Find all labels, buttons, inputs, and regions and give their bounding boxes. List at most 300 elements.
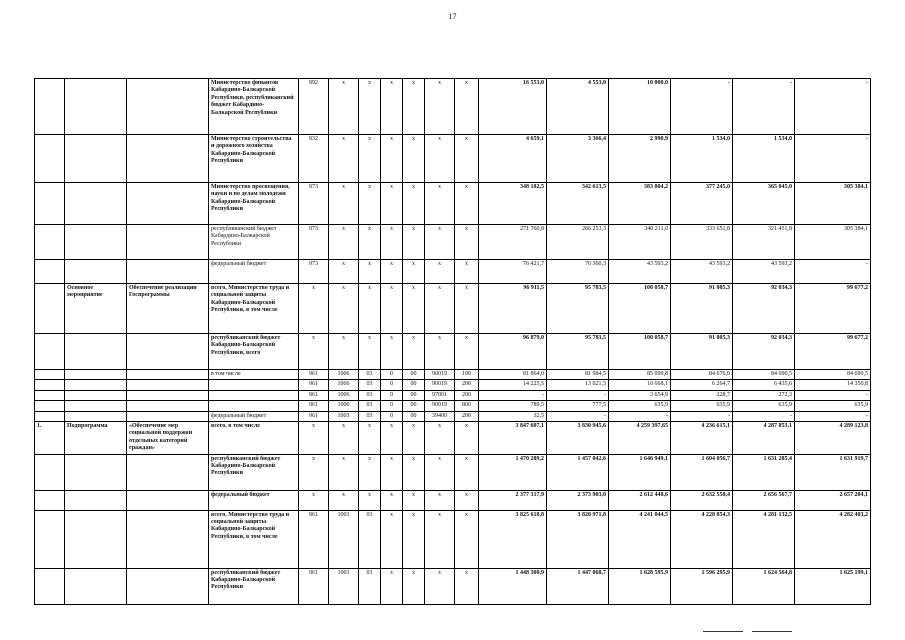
row-index-cell xyxy=(35,490,65,510)
source-cell xyxy=(209,401,299,411)
amount-cell: 4 553,0 xyxy=(547,79,609,135)
amount-cell: 99 677,2 xyxy=(795,284,871,334)
row-type-cell xyxy=(65,454,127,490)
code-cell: 1006 xyxy=(329,401,359,411)
code-cell: х xyxy=(455,568,479,604)
row-name-cell xyxy=(127,260,209,284)
amount-cell: 1 625 199,1 xyxy=(795,568,871,604)
row-index-cell xyxy=(35,135,65,183)
amount-cell: 3 366,4 xyxy=(547,135,609,183)
code-cell: х xyxy=(381,79,403,135)
amount-cell: 3 825 618,8 xyxy=(479,510,547,568)
table-row xyxy=(35,370,871,380)
amount-cell: 4 259 397,65 xyxy=(609,422,671,455)
amount-cell: 1 628 595,9 xyxy=(609,568,671,604)
table-row xyxy=(35,454,871,490)
amount-cell: 4 289 123,8 xyxy=(795,422,871,455)
code-cell: 97001 xyxy=(425,390,455,400)
stamp-mark-left xyxy=(703,631,743,635)
row-index-cell xyxy=(35,284,65,334)
row-index-cell xyxy=(35,401,65,411)
code-cell: х xyxy=(381,135,403,183)
amount-cell: 1 596 295,9 xyxy=(671,568,733,604)
row-index-cell xyxy=(35,380,65,390)
code-cell: х xyxy=(359,422,381,455)
code-cell: х xyxy=(381,568,403,604)
amount-cell: 1 457 042,6 xyxy=(547,454,609,490)
amount-cell: 2 657 204,1 xyxy=(795,490,871,510)
code-cell: х xyxy=(425,284,455,334)
code-cell: х xyxy=(425,510,455,568)
amount-cell: - xyxy=(671,79,733,135)
code-cell: х xyxy=(455,135,479,183)
code-cell: 03 xyxy=(359,380,381,390)
row-name-cell: «Обеспечение мер социальной поддержки отдельных категорий граждан» xyxy=(127,422,209,455)
code-cell: х xyxy=(299,334,329,370)
amount-cell: 4 228 854,3 xyxy=(671,510,733,568)
source-cell: республиканский бюджет Кабардино-Балкарской Республики xyxy=(209,225,299,260)
amount-cell: - xyxy=(795,135,871,183)
amount-cell: - xyxy=(795,260,871,284)
row-name-cell xyxy=(127,490,209,510)
code-cell: 03 xyxy=(359,510,381,568)
table-row xyxy=(35,411,871,421)
amount-cell: 95 783,5 xyxy=(547,284,609,334)
source-cell: федеральный бюджет xyxy=(209,411,299,421)
code-cell: 0 xyxy=(381,380,403,390)
amount-cell: 76 421,7 xyxy=(479,260,547,284)
code-cell: х xyxy=(425,454,455,490)
amount-cell: - xyxy=(795,79,871,135)
source-cell: в том числе xyxy=(209,370,299,380)
amount-cell: 100 058,7 xyxy=(609,284,671,334)
row-name-cell xyxy=(127,411,209,421)
code-cell: х xyxy=(425,260,455,284)
table-row xyxy=(35,422,871,455)
amount-cell: - xyxy=(547,411,609,421)
code-cell: х xyxy=(425,225,455,260)
amount-cell: 3 847 607,1 xyxy=(479,422,547,455)
code-cell: х xyxy=(329,490,359,510)
code-cell: х xyxy=(381,183,403,225)
code-cell: 00 xyxy=(403,390,425,400)
stamp-mark-right xyxy=(752,631,792,635)
code-cell: 00 xyxy=(403,401,425,411)
code-cell: 90019 xyxy=(425,380,455,390)
code-cell: х xyxy=(425,422,455,455)
code-cell: х xyxy=(403,510,425,568)
code-cell: 932 xyxy=(299,135,329,183)
row-type-cell xyxy=(65,380,127,390)
code-cell: х xyxy=(403,568,425,604)
code-cell: х xyxy=(403,225,425,260)
code-cell: 0 xyxy=(381,411,403,421)
row-name-cell xyxy=(127,135,209,183)
table-row xyxy=(35,284,871,334)
amount-cell: 85 099,8 xyxy=(609,370,671,380)
amount-cell: 13 021,5 xyxy=(547,380,609,390)
code-cell: х xyxy=(299,454,329,490)
code-cell: х xyxy=(455,225,479,260)
source-cell: Министерство финансов Кабардино-Балкарской Республики, республиканский бюджет Кабардино-Балкарской Республики xyxy=(209,79,299,135)
code-cell: х xyxy=(359,334,381,370)
amount-cell: 635,9 xyxy=(671,401,733,411)
row-type-cell xyxy=(65,490,127,510)
amount-cell: 228,7 xyxy=(671,390,733,400)
table-row xyxy=(35,225,871,260)
table-row xyxy=(35,334,871,370)
amount-cell: 16 553,0 xyxy=(479,79,547,135)
code-cell: 90019 xyxy=(425,401,455,411)
amount-cell: 14 225,5 xyxy=(479,380,547,390)
amount-cell: 1 631 285,4 xyxy=(733,454,795,490)
code-cell: 973 xyxy=(299,183,329,225)
code-cell: 03 xyxy=(359,401,381,411)
row-index-cell xyxy=(35,225,65,260)
code-cell: х xyxy=(455,510,479,568)
code-cell: х xyxy=(329,260,359,284)
code-cell: 961 xyxy=(299,411,329,421)
code-cell: х xyxy=(403,135,425,183)
code-cell: х xyxy=(359,225,381,260)
amount-cell: 377 245,0 xyxy=(671,183,733,225)
amount-cell: 92 034,3 xyxy=(733,284,795,334)
code-cell: 00 xyxy=(403,380,425,390)
code-cell: 200 xyxy=(455,411,479,421)
amount-cell: 84 690,5 xyxy=(733,370,795,380)
code-cell: х xyxy=(425,79,455,135)
amount-cell: - xyxy=(733,411,795,421)
amount-cell: 635,9 xyxy=(609,401,671,411)
table-row xyxy=(35,490,871,510)
code-cell: х xyxy=(329,284,359,334)
row-name-cell xyxy=(127,568,209,604)
row-index-cell xyxy=(35,260,65,284)
row-index-cell xyxy=(35,183,65,225)
code-cell: 00 xyxy=(403,370,425,380)
amount-cell: 777,5 xyxy=(547,401,609,411)
table-row xyxy=(35,183,871,225)
row-type-cell xyxy=(65,183,127,225)
table-row xyxy=(35,568,871,604)
amount-cell: 4 282 403,2 xyxy=(795,510,871,568)
row-name-cell xyxy=(127,79,209,135)
amount-cell: 6 264,7 xyxy=(671,380,733,390)
amount-cell: 348 182,5 xyxy=(479,183,547,225)
code-cell: 200 xyxy=(455,390,479,400)
row-type-cell xyxy=(65,260,127,284)
code-cell: х xyxy=(329,183,359,225)
amount-cell: - xyxy=(795,411,871,421)
row-name-cell xyxy=(127,510,209,568)
amount-cell: 635,9 xyxy=(795,401,871,411)
amount-cell: 1 624 564,8 xyxy=(733,568,795,604)
code-cell: х xyxy=(359,183,381,225)
code-cell: 200 xyxy=(455,380,479,390)
source-cell xyxy=(209,390,299,400)
table-row xyxy=(35,79,871,135)
amount-cell: 305 384,1 xyxy=(795,183,871,225)
amount-cell: 10 000,0 xyxy=(609,79,671,135)
amount-cell: 383 804,2 xyxy=(609,183,671,225)
code-cell: х xyxy=(455,490,479,510)
code-cell: х xyxy=(403,183,425,225)
code-cell: х xyxy=(381,490,403,510)
amount-cell: 95 783,5 xyxy=(547,334,609,370)
code-cell: х xyxy=(403,334,425,370)
row-name-cell xyxy=(127,390,209,400)
code-cell: 961 xyxy=(299,370,329,380)
amount-cell: 2 612 448,6 xyxy=(609,490,671,510)
code-cell: 973 xyxy=(299,225,329,260)
code-cell: х xyxy=(359,260,381,284)
amount-cell: 100 058,7 xyxy=(609,334,671,370)
row-name-cell xyxy=(127,183,209,225)
row-index-cell xyxy=(35,334,65,370)
code-cell: х xyxy=(455,183,479,225)
amount-cell: 271 760,8 xyxy=(479,225,547,260)
row-index-cell xyxy=(35,370,65,380)
amount-cell: 1 646 949,1 xyxy=(609,454,671,490)
row-type-cell xyxy=(65,390,127,400)
amount-cell: 3 654,9 xyxy=(609,390,671,400)
amount-cell: - xyxy=(547,390,609,400)
row-type-cell xyxy=(65,411,127,421)
row-type-cell xyxy=(65,79,127,135)
amount-cell: - xyxy=(671,411,733,421)
amount-cell: 2 990,9 xyxy=(609,135,671,183)
code-cell: х xyxy=(381,225,403,260)
row-name-cell xyxy=(127,401,209,411)
code-cell: х xyxy=(329,79,359,135)
amount-cell: 2 632 558,4 xyxy=(671,490,733,510)
code-cell: х xyxy=(381,422,403,455)
code-cell: х xyxy=(381,284,403,334)
code-cell: х xyxy=(455,454,479,490)
amount-cell: 91 805,3 xyxy=(671,334,733,370)
amount-cell: 6 435,6 xyxy=(733,380,795,390)
code-cell: х xyxy=(359,135,381,183)
code-cell: 0 xyxy=(381,370,403,380)
amount-cell: 3 830 945,6 xyxy=(547,422,609,455)
amount-cell: 342 613,5 xyxy=(547,183,609,225)
code-cell: 1006 xyxy=(329,370,359,380)
row-index-cell xyxy=(35,79,65,135)
code-cell: 1006 xyxy=(329,390,359,400)
amount-cell: 340 211,0 xyxy=(609,225,671,260)
code-cell: 961 xyxy=(299,568,329,604)
code-cell: х xyxy=(455,422,479,455)
source-cell: республиканский бюджет Кабардино-Балкарской Республики, всего xyxy=(209,334,299,370)
source-cell: Министерство просвещения, науки и по делам молодежи Кабардино-Балкарской Республики xyxy=(209,183,299,225)
code-cell: х xyxy=(425,183,455,225)
budget-table xyxy=(34,78,871,605)
amount-cell: 272,3 xyxy=(733,390,795,400)
amount-cell: 84 690,5 xyxy=(795,370,871,380)
code-cell: х xyxy=(455,284,479,334)
source-cell: всего, Министерство труда и социальной защиты Кабардино-Балкарской Республики, в том числе xyxy=(209,284,299,334)
amount-cell: 99 677,2 xyxy=(795,334,871,370)
code-cell: 90019 xyxy=(425,370,455,380)
amount-cell: 4 281 132,5 xyxy=(733,510,795,568)
code-cell: 1006 xyxy=(329,380,359,390)
row-type-cell xyxy=(65,135,127,183)
amount-cell: 92 034,3 xyxy=(733,334,795,370)
row-type-cell xyxy=(65,334,127,370)
code-cell: х xyxy=(359,454,381,490)
code-cell: х xyxy=(425,490,455,510)
code-cell: х xyxy=(329,225,359,260)
amount-cell: 2 373 903,0 xyxy=(547,490,609,510)
row-index-cell xyxy=(35,454,65,490)
amount-cell: - xyxy=(733,79,795,135)
table-row xyxy=(35,401,871,411)
amount-cell: 84 676,0 xyxy=(671,370,733,380)
row-index-cell xyxy=(35,510,65,568)
source-cell: республиканский бюджет Кабардино-Балкарской Республики xyxy=(209,454,299,490)
code-cell: х xyxy=(299,422,329,455)
amount-cell: 2 377 317,9 xyxy=(479,490,547,510)
code-cell: 961 xyxy=(299,510,329,568)
code-cell: х xyxy=(425,135,455,183)
amount-cell: 81 984,5 xyxy=(547,370,609,380)
code-cell: 1003 xyxy=(329,568,359,604)
code-cell: х xyxy=(329,334,359,370)
amount-cell: 43 593,2 xyxy=(733,260,795,284)
code-cell: х xyxy=(455,260,479,284)
table-row xyxy=(35,380,871,390)
amount-cell: 635,9 xyxy=(733,401,795,411)
table-row xyxy=(35,510,871,568)
row-name-cell xyxy=(127,334,209,370)
row-name-cell xyxy=(127,225,209,260)
source-cell: республиканский бюджет Кабардино-Балкарской Республики xyxy=(209,568,299,604)
code-cell: 1003 xyxy=(329,411,359,421)
code-cell: х xyxy=(425,568,455,604)
amount-cell: 3 820 971,8 xyxy=(547,510,609,568)
row-type-cell xyxy=(65,401,127,411)
table-row xyxy=(35,260,871,284)
code-cell: х xyxy=(403,284,425,334)
code-cell: 03 xyxy=(359,411,381,421)
amount-cell: 81 864,0 xyxy=(479,370,547,380)
code-cell: 39400 xyxy=(425,411,455,421)
amount-cell: 10 668,1 xyxy=(609,380,671,390)
code-cell: 100 xyxy=(455,370,479,380)
amount-cell: 4 241 044,5 xyxy=(609,510,671,568)
amount-cell: 14 350,8 xyxy=(795,380,871,390)
page-number: 17 xyxy=(448,12,457,21)
code-cell: х xyxy=(403,79,425,135)
row-type-cell xyxy=(65,370,127,380)
code-cell: 992 xyxy=(299,79,329,135)
code-cell: х xyxy=(425,334,455,370)
amount-cell: 1 631 919,7 xyxy=(795,454,871,490)
amount-cell: 1 534,0 xyxy=(733,135,795,183)
code-cell: х xyxy=(329,135,359,183)
code-cell: 800 xyxy=(455,401,479,411)
code-cell: х xyxy=(403,422,425,455)
source-cell: федеральный бюджет xyxy=(209,260,299,284)
amount-cell: 305 384,1 xyxy=(795,225,871,260)
row-name-cell xyxy=(127,370,209,380)
amount-cell: 321 451,8 xyxy=(733,225,795,260)
table-row xyxy=(35,135,871,183)
code-cell: 961 xyxy=(299,401,329,411)
amount-cell: - xyxy=(795,390,871,400)
code-cell: 973 xyxy=(299,260,329,284)
amount-cell: 76 360,3 xyxy=(547,260,609,284)
code-cell: х xyxy=(359,79,381,135)
code-cell: х xyxy=(329,422,359,455)
row-type-cell xyxy=(65,568,127,604)
amount-cell: - xyxy=(479,390,547,400)
row-index-cell xyxy=(35,390,65,400)
amount-cell: 91 805,3 xyxy=(671,284,733,334)
source-cell: всего, Министерство труда и социальной защиты Кабардино-Балкарской Республики, в том числе xyxy=(209,510,299,568)
amount-cell: 1 470 289,2 xyxy=(479,454,547,490)
code-cell: 961 xyxy=(299,380,329,390)
source-cell xyxy=(209,380,299,390)
code-cell: 03 xyxy=(359,390,381,400)
code-cell: 0 xyxy=(381,390,403,400)
code-cell: 961 xyxy=(299,390,329,400)
amount-cell: 32,5 xyxy=(479,411,547,421)
row-name-cell xyxy=(127,454,209,490)
row-index-cell xyxy=(35,411,65,421)
code-cell: х xyxy=(381,454,403,490)
amount-cell: 96 911,5 xyxy=(479,284,547,334)
code-cell: х xyxy=(455,79,479,135)
amount-cell: 43 593,2 xyxy=(609,260,671,284)
amount-cell: 96 879,0 xyxy=(479,334,547,370)
table-row xyxy=(35,390,871,400)
code-cell: х xyxy=(381,260,403,284)
code-cell: 03 xyxy=(359,568,381,604)
amount-cell: 333 651,8 xyxy=(671,225,733,260)
amount-cell: - xyxy=(609,411,671,421)
row-type-cell: Подпрограмма xyxy=(65,422,127,455)
row-name-cell: Обеспечение реализации Госпрограммы xyxy=(127,284,209,334)
amount-cell: 4 659,1 xyxy=(479,135,547,183)
row-index-cell xyxy=(35,568,65,604)
code-cell: х xyxy=(403,260,425,284)
source-cell: Министерство строительства и дорожного хозяйства Кабардино-Балкарской Республики xyxy=(209,135,299,183)
code-cell: х xyxy=(329,454,359,490)
code-cell: х xyxy=(299,284,329,334)
code-cell: х xyxy=(455,334,479,370)
row-name-cell xyxy=(127,380,209,390)
row-type-cell: Основное мероприятие xyxy=(65,284,127,334)
code-cell: х xyxy=(403,490,425,510)
code-cell: х xyxy=(381,334,403,370)
code-cell: х xyxy=(359,284,381,334)
amount-cell: 1 604 056,7 xyxy=(671,454,733,490)
code-cell: х xyxy=(403,454,425,490)
source-cell: всего, в том числе xyxy=(209,422,299,455)
amount-cell: 266 253,3 xyxy=(547,225,609,260)
amount-cell: 1 448 300,9 xyxy=(479,568,547,604)
code-cell: 0 xyxy=(381,401,403,411)
code-cell: 00 xyxy=(403,411,425,421)
code-cell: 03 xyxy=(359,370,381,380)
row-index-cell: 1. xyxy=(35,422,65,455)
code-cell: х xyxy=(299,490,329,510)
code-cell: 1003 xyxy=(329,510,359,568)
amount-cell: 4 236 615,1 xyxy=(671,422,733,455)
code-cell: х xyxy=(359,490,381,510)
source-cell: федеральный бюджет xyxy=(209,490,299,510)
